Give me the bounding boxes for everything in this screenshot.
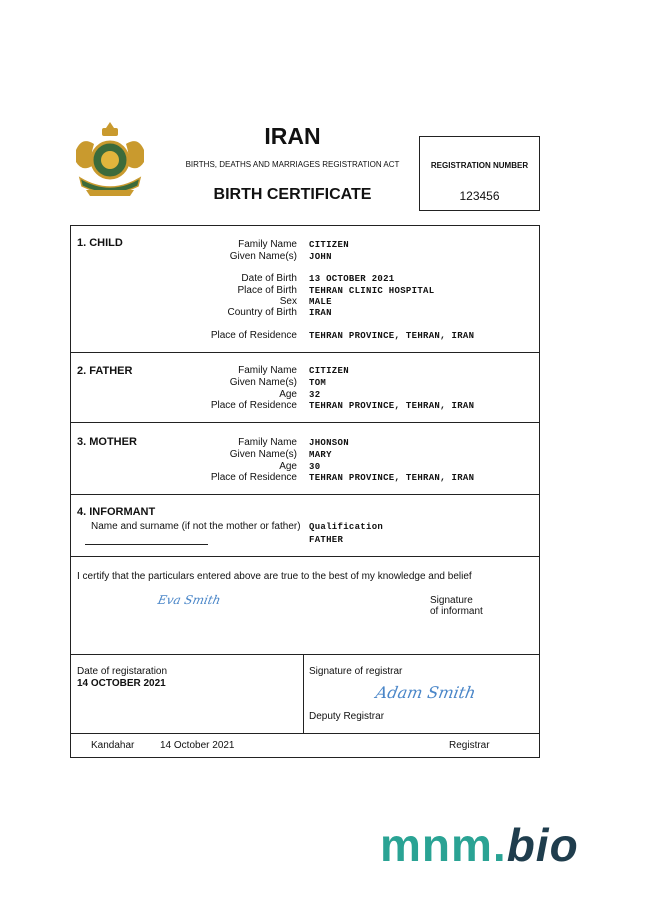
mother-family-name: JHONSON [309, 438, 349, 448]
registrar-signature-label: Signature of registrar [309, 666, 403, 677]
father-age: 32 [309, 390, 321, 400]
qualification-value: FATHER [309, 535, 344, 545]
informant-signature: Eva Smith [156, 593, 222, 607]
registration-number-box [419, 136, 540, 211]
coat-of-arms-emblem [66, 120, 154, 202]
certification-statement: I certify that the particulars entered above are true to the best of my knowledge and belief [77, 571, 472, 582]
registration-number: 123456 [459, 189, 500, 203]
deputy-registrar-label: Deputy Registrar [309, 711, 385, 722]
child-dob-label: Date of Birth [241, 273, 297, 284]
mother-age: 30 [309, 462, 321, 472]
mother-residence-label: Place of Residence [210, 472, 297, 483]
qualification-label: Qualification [309, 522, 384, 532]
father-given: TOM [309, 378, 327, 388]
child-family-name: CITIZEN [309, 240, 349, 250]
child-pob: TEHRAN CLINIC HOSPITAL [309, 286, 435, 296]
informant-name-line [85, 544, 208, 545]
section-mother: 3. MOTHER [77, 436, 137, 448]
registration-date-label: Date of registaration [77, 666, 168, 677]
father-residence: TEHRAN PROVINCE, TEHRAN, IRAN [309, 401, 475, 411]
child-given: JOHN [309, 252, 332, 262]
child-residence-label: Place of Residence [210, 330, 297, 341]
watermark-logo [380, 818, 579, 872]
footer-place: Kandahar [91, 740, 135, 751]
father-age-label: Age [279, 389, 297, 400]
mother-given: MARY [309, 450, 332, 460]
father-family-name-label: Family Name [238, 365, 297, 376]
signature-of-informant-label: of informant [430, 606, 483, 617]
watermark-part1: mnm. [380, 819, 507, 871]
country-title: IRAN [264, 123, 321, 149]
document-title: BIRTH CERTIFICATE [213, 186, 372, 203]
section-informant: 4. INFORMANT [77, 506, 156, 518]
mother-residence: TEHRAN PROVINCE, TEHRAN, IRAN [309, 473, 475, 483]
child-sex: MALE [309, 297, 332, 307]
registrar-signature: Adam Smith [374, 683, 478, 702]
child-country: IRAN [309, 308, 332, 318]
footer-registrar: Registrar [449, 740, 490, 751]
mother-family-name-label: Family Name [238, 437, 297, 448]
mother-age-label: Age [279, 461, 297, 472]
watermark-part2: bio [506, 819, 579, 871]
father-given-label: Given Name(s) [229, 377, 297, 388]
registration-act: BIRTHS, DEATHS AND MARRIAGES REGISTRATION ACT [185, 160, 400, 169]
child-residence: TEHRAN PROVINCE, TEHRAN, IRAN [309, 331, 475, 341]
child-family-name-label: Family Name [238, 239, 297, 250]
child-country-label: Country of Birth [227, 307, 297, 318]
child-sex-label: Sex [279, 296, 297, 307]
footer-date: 14 October 2021 [160, 740, 235, 751]
registration-number-label: REGISTRATION NUMBER [430, 161, 529, 170]
section-child: 1. CHILD [77, 237, 123, 249]
section-father: 2. FATHER [77, 365, 133, 377]
signature-label: Signature [430, 595, 473, 606]
child-given-label: Given Name(s) [229, 251, 297, 262]
father-residence-label: Place of Residence [210, 400, 297, 411]
father-family-name: CITIZEN [309, 366, 349, 376]
registration-date: 14 OCTOBER 2021 [77, 678, 166, 689]
mother-given-label: Given Name(s) [229, 449, 297, 460]
informant-name-label: Name and surname (if not the mother or father) [91, 521, 301, 532]
child-pob-label: Place of Birth [237, 285, 297, 296]
child-dob: 13 OCTOBER 2021 [309, 274, 395, 284]
